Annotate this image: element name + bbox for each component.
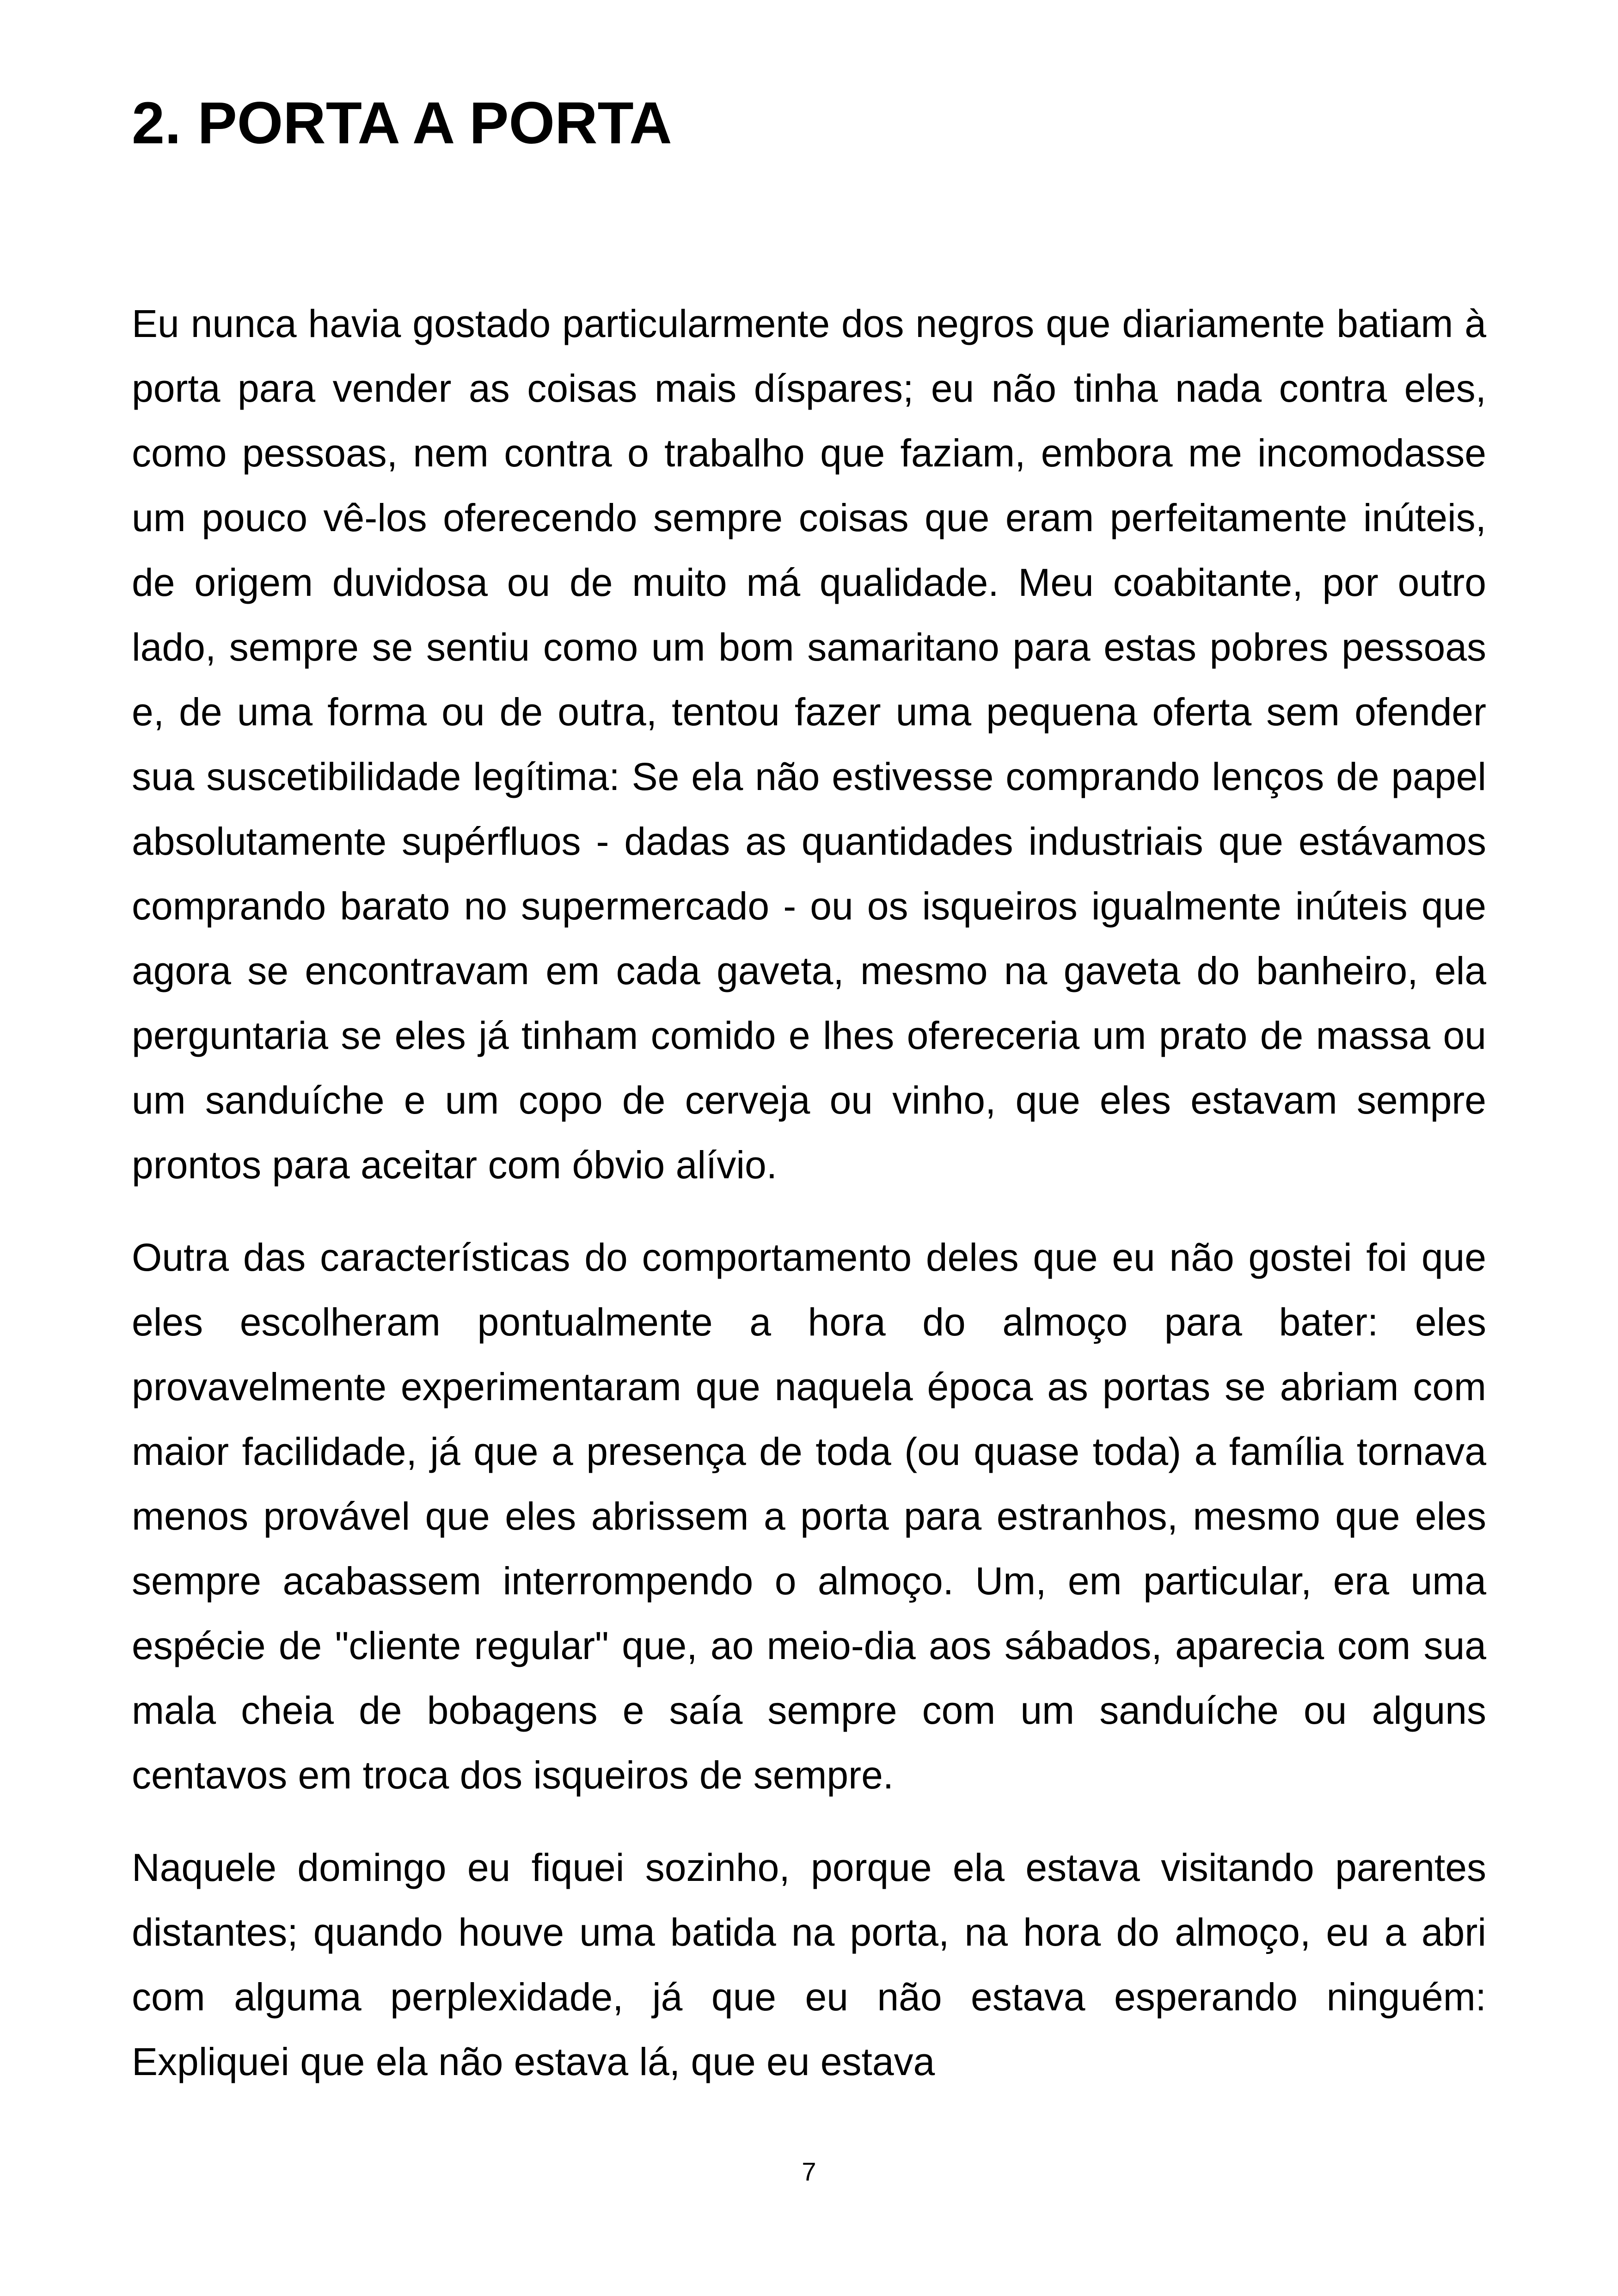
paragraph-1: Eu nunca havia gostado particularmente dos negros que diariamente batiam à porta para vender as coisas mais díspares; eu não tinha nada contra eles, como pessoas, nem contra o trabalho que faziam, embora me incomodasse um pouco vê-los oferecendo sempre coisas que eram perfeitamente inúteis, de origem duvidosa ou de muito má qualidade. Meu coabitante, por outro lado, sempre se sentiu como um bom samaritano para estas pobres pessoas e, de uma forma ou de outra, tentou fazer uma pequena oferta sem ofender sua suscetibilidade legítima: Se ela não estivesse comprando lenços de papel absolutamente supérfluos - dadas as quantidades industriais que estávamos comprando barato no supermercado - ou os isqueiros igualmente inúteis que agora se encontravam em cada gaveta, mesmo na gaveta do banheiro, ela perguntaria se eles já tinham comido e lhes ofereceria um prato de massa ou um sanduíche e um copo de cerveja ou vinho, que eles estavam sempre prontos para aceitar com óbvio alívio. xyxy=(132,302,1486,1187)
paragraph-2: Outra das características do comportamento deles que eu não gostei foi que eles escolheram pontualmente a hora do almoço para bater: eles provavelmente experimentaram que naquela época as portas se abriam com maior facilidade, já que a presença de toda (ou quase toda) a família tornava menos provável que eles abrissem a porta para estranhos, mesmo que eles sempre acabassem interrompendo o almoço. Um, em particular, era uma espécie de "cliente regular" que, ao meio-dia aos sábados, aparecia com sua mala cheia de bobagens e saía sempre com um sanduíche ou alguns centavos em troca dos isqueiros de sempre. xyxy=(132,1236,1486,1797)
body-text xyxy=(132,291,1486,2122)
chapter-title: 2. PORTA A PORTA xyxy=(132,90,672,156)
paragraph-3: Naquele domingo eu fiquei sozinho, porque ela estava visitando parentes distantes; quando houve uma batida na porta, na hora do almoço, eu a abri com alguma perplexidade, já que eu não estava esperando ninguém: Expliquei que ela não estava lá, que eu estava xyxy=(132,1846,1486,2083)
page-number: 7 xyxy=(802,2157,816,2186)
